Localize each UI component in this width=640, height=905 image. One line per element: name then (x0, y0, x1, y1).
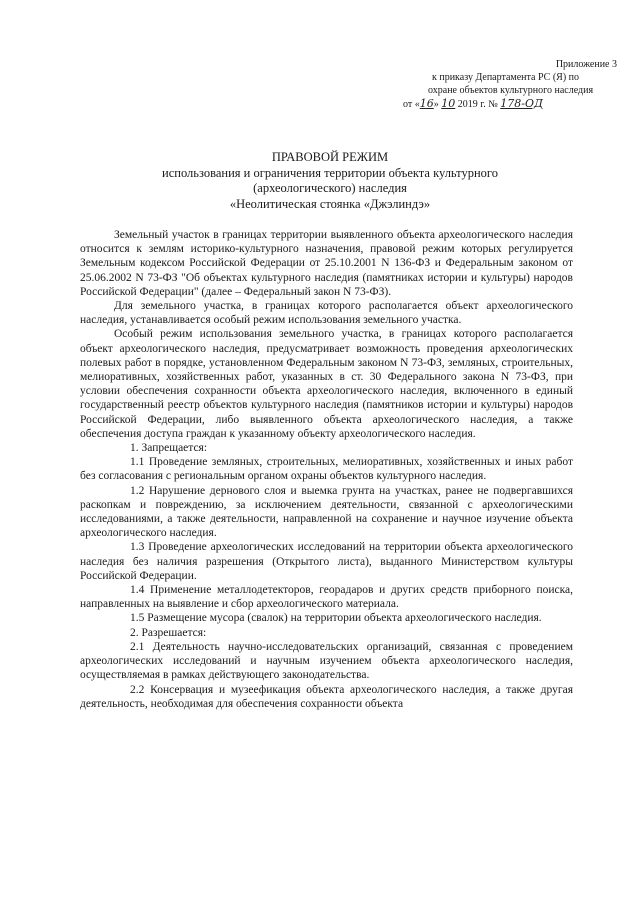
date-month: 10 (441, 97, 456, 110)
title-line2: использования и ограничения территории объекта культурного (162, 165, 498, 180)
title-line3: (археологического) наследия (253, 181, 407, 195)
appendix-line2: к приказу Департамента РС (Я) по (432, 72, 580, 83)
section1-heading: 1. Запрещается: (130, 442, 208, 455)
paragraph-1: Земельный участок в границах территории выявленного объекта археологического наследия относится к землям историко-культурного назначения, правовой режим которых регулируется Земельным кодексом Российской Федерации от 25.10.2001 N 136-ФЗ и Федеральным законом от 25.06.2002 N 73-ФЗ "Об объектах культурного наследия (памятниках истории и культуры) народов Российской Федерации" (далее – Федеральный закон N 73-ФЗ). (80, 229, 573, 298)
date-prefix: от « (403, 99, 420, 110)
appendix-block (400, 58, 625, 111)
document-number: 178-ОД (500, 97, 543, 110)
section2-heading: 2. Разрешается: (130, 626, 207, 639)
appendix-date-line (400, 97, 625, 111)
item-1-1: 1.1 Проведение земляных, строительных, мелиоративных, хозяйственных и иных работ без согласования с региональным органом охраны объектов культурного наследия. (80, 456, 573, 483)
item-2-2: 2.2 Консервация и музеефикация объекта археологического наследия, а также другая деятельность, необходимая для обеспечения сохранности объекта (80, 683, 573, 710)
item-1-4: 1.4 Применение металлодетекторов, георадаров и других средств приборного поиска, направленных на выявление и сбор археологического материала. (80, 584, 573, 611)
title-line1: ПРАВОВОЙ РЕЖИМ (271, 150, 389, 164)
item-1-2: 1.2 Нарушение дернового слоя и выемка грунта на участках, ранее не подвергавшихся раскопкам и повреждению, за исключением деятельности, связанной с археологическими исследованиями, а также деятельности, направленной на сохранение и научное изучение объекта археологического наследия. (80, 484, 573, 540)
paragraph-2: Для земельного участка, в границах которого располагается объект археологического наследия, устанавливается особый режим использования земельного участка. (80, 300, 573, 327)
appendix-line1: Приложение 3 (555, 59, 617, 70)
date-sep: » (433, 99, 439, 110)
title-line4: «Неолитическая стоянка «Джэлиндэ» (229, 196, 431, 211)
document-body (80, 228, 573, 711)
item-1-5: 1.5 Размещение мусора (свалок) на территории объекта археологического наследия. (130, 612, 542, 625)
date-day: 16 (419, 97, 434, 110)
document-title (60, 150, 600, 212)
date-year: 2019 г. № (457, 99, 498, 110)
paragraph-3: Особый режим использования земельного участка, в границах которого располагается объект археологического наследия, предусматривает возможность проведения археологических полевых работ в порядке, установленном Федеральным законом N 73-ФЗ, земляных, строительных, мелиоративных, хозяйственных работ, указанных в ст. 30 Федерального закона N 73-ФЗ, при условии обеспечения сохранности объекта археологического наследия, включенного в единый государственный реестр объектов культурного наследия (памятников истории и культуры) народов Российской Федерации, либо выявленного объекта археологического наследия, а также обеспечения доступа граждан к указанному объекту археологического наследия. (80, 328, 573, 440)
item-1-3: 1.3 Проведение археологических исследований на территории объекта археологического наследия без наличия разрешения (Открытого листа), выданного Министерством культуры Российской Федерации. (80, 541, 573, 582)
appendix-line3: охране объектов культурного наследия (428, 85, 594, 96)
item-2-1: 2.1 Деятельность научно-исследовательских организаций, связанная с проведением археологических исследований и научным изучением объекта археологического наследия, осуществляемая в рамках действующего законодательства. (80, 640, 573, 682)
